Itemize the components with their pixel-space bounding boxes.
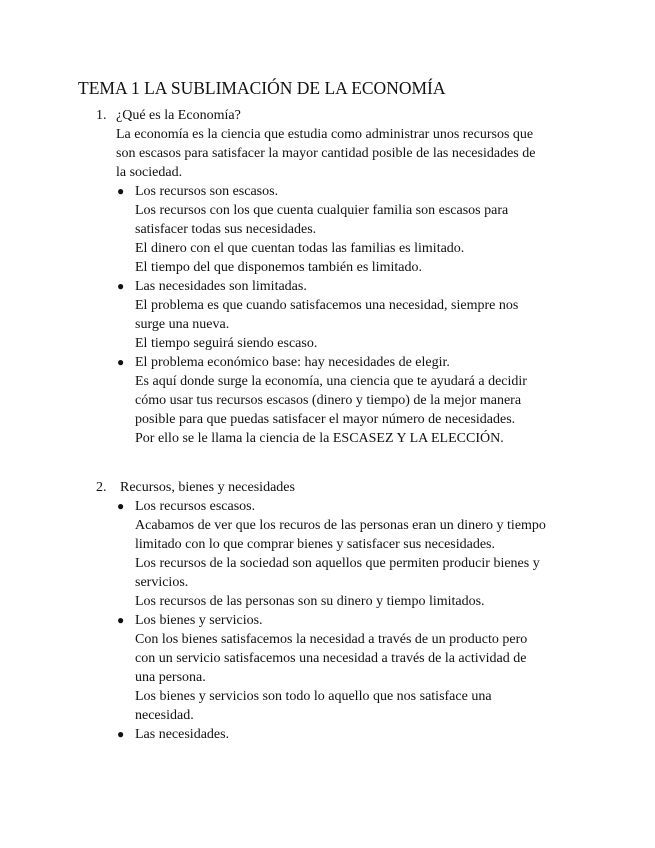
bullet-line: Los recursos de las personas son su dinero y tiempo limitados.: [135, 594, 485, 609]
bullet-item: [117, 497, 546, 611]
bullet-line: El dinero con el que cuentan todas las familias es limitado.: [135, 241, 465, 256]
section-heading: [96, 478, 546, 497]
document-title: TEMA 1 LA SUBLIMACIÓN DE LA ECONOMÍA: [78, 78, 446, 98]
bullet-head: El problema económico base: hay necesidades de elegir.: [135, 355, 450, 370]
bullet-item: [117, 277, 535, 353]
section-title: Recursos, bienes y necesidades: [120, 480, 295, 495]
bullet-head: Los recursos son escasos.: [135, 184, 279, 199]
bullet-line: Los bienes y servicios son todo lo aquello que nos satisface una: [135, 689, 492, 704]
bullet-dot-icon: ●: [117, 184, 125, 198]
section-intro: [116, 125, 535, 182]
bullet-line: satisfacer todas sus necesidades.: [135, 222, 317, 237]
intro-line: son escasos para satisfacer la mayor cantidad posible de las necesidades de: [116, 146, 536, 161]
bullet-line: Los recursos con los que cuenta cualquier familia son escasos para: [135, 203, 509, 218]
bullet-line: El problema es que cuando satisfacemos una necesidad, siempre nos: [135, 298, 519, 313]
bullet-line: Los recursos de la sociedad son aquellos que permiten producir bienes y: [135, 556, 540, 571]
section-number: 2.: [96, 480, 107, 495]
bullet-line: Por ello se le llama la ciencia de la ESCASEZ Y LA ELECCIÓN.: [135, 431, 504, 446]
bullet-head: Los recursos escasos.: [135, 499, 256, 514]
section-number: 1.: [96, 108, 107, 123]
bullet-head: Las necesidades son limitadas.: [135, 279, 307, 294]
bullet-dot-icon: ●: [117, 613, 125, 627]
bullet-line: limitado con lo que comprar bienes y satisfacer sus necesidades.: [135, 537, 495, 552]
section-title: ¿Qué es la Economía?: [116, 108, 241, 123]
bullet-line: El tiempo seguirá siendo escaso.: [135, 336, 318, 351]
bullet-line: Acabamos de ver que los recuros de las personas eran un dinero y tiempo: [135, 518, 546, 533]
intro-line: la sociedad.: [116, 165, 183, 180]
bullet-line: Con los bienes satisfacemos la necesidad a través de un producto pero: [135, 632, 528, 647]
bullet-line: cómo usar tus recursos escasos (dinero y tiempo) de la mejor manera: [135, 393, 522, 408]
section-heading: [96, 106, 535, 125]
bullet-dot-icon: ●: [117, 355, 125, 369]
intro-line: La economía es la ciencia que estudia como administrar unos recursos que: [116, 127, 534, 142]
bullet-list: [117, 182, 535, 448]
bullet-line: Es aquí donde surge la economía, una ciencia que te ayudará a decidir: [135, 374, 527, 389]
bullet-line: posible para que puedas satisfacer el mayor número de necesidades.: [135, 412, 516, 427]
bullet-list: [117, 497, 546, 744]
bullet-line: El tiempo del que disponemos también es limitado.: [135, 260, 422, 275]
bullet-item: [117, 611, 546, 725]
bullet-line: con un servicio satisfacemos una necesidad a través de la actividad de: [135, 651, 527, 666]
bullet-line: necesidad.: [135, 708, 194, 723]
bullet-item: [117, 353, 535, 448]
bullet-dot-icon: ●: [117, 279, 125, 293]
bullet-item: [117, 725, 546, 744]
bullet-line: una persona.: [135, 670, 206, 685]
bullet-line: servicios.: [135, 575, 189, 590]
bullet-line: surge una nueva.: [135, 317, 230, 332]
section-2: [96, 478, 546, 744]
section-1: [96, 106, 536, 448]
bullet-dot-icon: ●: [117, 499, 125, 513]
bullet-item: [117, 182, 535, 277]
bullet-head: Los bienes y servicios.: [135, 613, 263, 628]
bullet-dot-icon: ●: [117, 727, 125, 741]
bullet-head: Las necesidades.: [135, 727, 230, 742]
